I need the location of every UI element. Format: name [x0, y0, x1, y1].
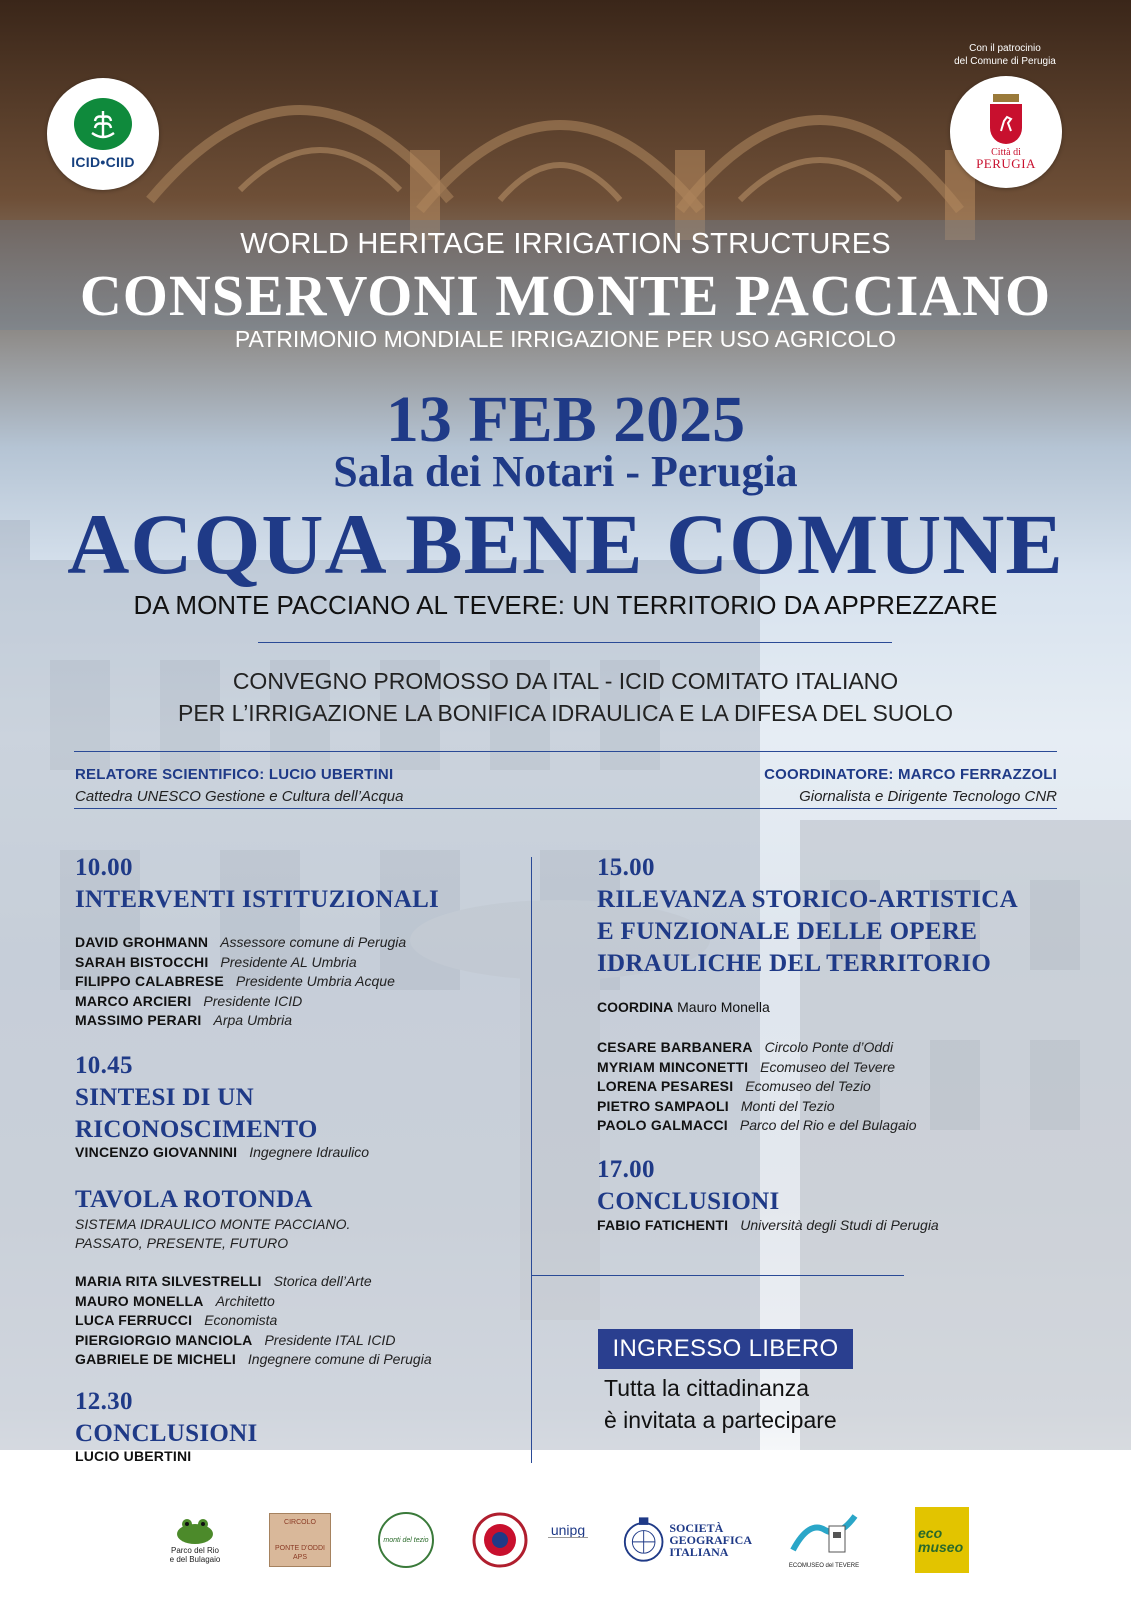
speaker-name: LUCIO UBERTINI	[75, 1448, 192, 1464]
sponsor-university-seal-logo	[470, 1505, 530, 1575]
speaker-row	[75, 953, 406, 973]
wheat-icon	[74, 98, 132, 150]
session-title: CONCLUSIONI	[597, 1188, 780, 1215]
session-title-line1: RILEVANZA STORICO-ARTISTICA	[597, 886, 1019, 913]
heritage-heading: WORLD HERITAGE IRRIGATION STRUCTURES	[240, 228, 891, 260]
sponsor-ecotezio-line1: eco	[918, 1525, 943, 1541]
perugia-logo	[950, 76, 1062, 188]
invitation-text	[604, 1372, 837, 1436]
session-title-line2: RICONOSCIMENTO	[75, 1116, 318, 1143]
speaker-row	[75, 1143, 369, 1163]
sponsor-monti-tezio-logo	[376, 1505, 436, 1575]
promoter-line2: PER L’IRRIGAZIONE LA BONIFICA IDRAULICA E LA DIFESA DEL SUOLO	[177, 700, 953, 726]
speaker-row	[75, 1011, 406, 1031]
speaker-name: PIETRO SAMPAOLI	[597, 1097, 729, 1114]
session-description-line1: SISTEMA IDRAULICO MONTE PACCIANO.	[75, 1216, 351, 1232]
subtitle: PATRIMONIO MONDIALE IRRIGAZIONE PER USO AGRICOLO	[234, 326, 897, 352]
speaker-row	[597, 1216, 939, 1236]
session-title-line1: SINTESI DI UN	[75, 1084, 254, 1111]
speaker-list	[75, 1272, 432, 1370]
speaker-name: MASSIMO PERARI	[75, 1012, 202, 1028]
coordinatore-block	[764, 766, 1057, 805]
speaker-name: MYRIAM MINCONETTI	[597, 1058, 749, 1075]
promoter-line1: CONVEGNO PROMOSSO DA ITAL - ICID COMITATO ITALIANO	[232, 668, 899, 694]
speaker-name: SARAH BISTOCCHI	[75, 953, 209, 970]
perugia-logo-line2: PERUGIA	[976, 155, 1036, 171]
sponsor-unipg-logo	[540, 1505, 596, 1575]
speaker-role: Università degli Studi di Perugia	[740, 1217, 939, 1233]
icid-logo-text: ICID•CIID	[71, 154, 135, 170]
speaker-role: Arpa Umbria	[213, 1012, 293, 1028]
speaker-role: Circolo Ponte d’Oddi	[764, 1039, 894, 1055]
session-time: 15.00	[597, 854, 655, 881]
speaker-list	[597, 1216, 939, 1236]
sponsor-sgi-line2: GEOGRAFICA	[669, 1533, 752, 1547]
speaker-role: Ecomuseo del Tezio	[745, 1078, 871, 1094]
sponsor-sgi-line3: ITALIANA	[669, 1545, 729, 1559]
relatore-title: RELATORE SCIENTIFICO: LUCIO UBERTINI	[75, 766, 394, 783]
speaker-role: Presidente AL Umbria	[220, 953, 357, 970]
sponsor-circolo-line1: CIRCOLO	[284, 1519, 316, 1526]
invitation-line1: Tutta la cittadinanza	[604, 1375, 809, 1401]
speaker-name: FILIPPO CALABRESE	[75, 973, 224, 989]
main-title: CONSERVONI MONTE PACCIANO	[79, 263, 1052, 328]
speaker-row	[75, 992, 406, 1012]
speaker-name: DAVID GROHMANN	[75, 934, 209, 950]
griffin-shield-icon	[990, 104, 1022, 144]
sponsor-ecotevere-text: ECOMUSEO del TEVERE	[788, 1562, 860, 1569]
speaker-role: Presidente ITAL ICID	[264, 1331, 396, 1348]
speaker-row	[597, 1077, 917, 1097]
coordinatore-desc: Giornalista e Dirigente Tecnologo CNR	[799, 788, 1057, 805]
session-title-line3: IDRAULICHE DEL TERRITORIO	[597, 950, 992, 977]
sponsor-rio-line2: e del Bulagaio	[169, 1555, 221, 1564]
sponsor-monti-text: monti del tezio	[383, 1536, 429, 1544]
coordina-label: COORDINA	[597, 999, 674, 1015]
speaker-row	[75, 933, 406, 953]
divider	[532, 1275, 904, 1276]
coordinatore-title: COORDINATORE: MARCO FERRAZZOLI	[764, 766, 1057, 783]
speaker-row	[75, 1331, 432, 1351]
university-seal-icon	[472, 1512, 528, 1568]
sponsor-sgi-line1: SOCIETÀ	[669, 1521, 724, 1535]
event-theme: ACQUA BENE COMUNE	[67, 496, 1064, 592]
column-divider	[531, 857, 532, 1463]
sponsor-circolo-logo	[268, 1505, 332, 1575]
speaker-role: Ingegnere comune di Perugia	[247, 1351, 432, 1367]
divider	[74, 808, 1057, 809]
free-entry-badge: INGRESSO LIBERO	[598, 1329, 853, 1369]
patronage-note	[920, 42, 1090, 68]
speaker-row	[597, 1116, 917, 1136]
speaker-role: Ingegnere Idraulico	[249, 1144, 370, 1160]
relatore-desc: Cattedra UNESCO Gestione e Cultura dell’Acqua	[75, 788, 404, 805]
speaker-row	[75, 972, 406, 992]
session-time: 12.30	[75, 1388, 133, 1415]
sponsor-sgi-text	[669, 1522, 752, 1558]
speaker-role: Presidente ICID	[203, 992, 303, 1009]
speaker-role: Monti del Tezio	[740, 1097, 835, 1114]
sponsor-ecomuseo-tezio-logo	[914, 1505, 970, 1575]
speaker-row	[597, 1058, 917, 1078]
speaker-role: Economista	[204, 1312, 278, 1328]
speaker-name: MARCO ARCIERI	[75, 992, 192, 1009]
speaker-name: MAURO MONELLA	[75, 1292, 204, 1309]
speaker-role: Architetto	[215, 1292, 275, 1309]
session-title: INTERVENTI ISTITUZIONALI	[75, 886, 440, 913]
event-tagline: DA MONTE PACCIANO AL TEVERE: UN TERRITORIO DA APPREZZARE	[133, 590, 998, 620]
divider	[74, 751, 1057, 752]
perugia-logo-text	[976, 147, 1036, 171]
session-time: 10.45	[75, 1052, 133, 1079]
ecomuseo-tezio-icon	[915, 1507, 969, 1573]
speaker-row	[597, 1038, 917, 1058]
sponsor-circolo-line2: PONTE D'ODDI APS	[275, 1545, 325, 1561]
speaker-name: VINCENZO GIOVANNINI	[75, 1144, 238, 1160]
speaker-name: PAOLO GALMACCI	[597, 1117, 728, 1133]
sponsor-unipg-text: unipg	[550, 1521, 586, 1538]
speaker-role: Assessore comune di Perugia	[220, 934, 407, 950]
divider	[258, 642, 892, 643]
speaker-role: Presidente Umbria Acque	[235, 973, 395, 989]
speaker-name: LUCA FERRUCCI	[75, 1312, 193, 1328]
session-time: 17.00	[597, 1156, 655, 1183]
perugia-logo-line1: Città di	[991, 146, 1021, 158]
frog-icon	[173, 1516, 217, 1546]
session-title: TAVOLA ROTONDA	[75, 1186, 313, 1213]
crown-icon	[993, 94, 1019, 102]
event-date: 13 FEB 2025	[385, 383, 746, 456]
speaker-name: PIERGIORGIO MANCIOLA	[75, 1331, 253, 1348]
sponsor-rio-line1: Parco del Rio	[170, 1546, 220, 1555]
speaker-name: MARIA RITA SILVESTRELLI	[75, 1273, 262, 1289]
speaker-name: LORENA PESARESI	[597, 1078, 734, 1094]
speaker-role: Storica dell’Arte	[273, 1273, 372, 1289]
sponsor-parco-rio-logo	[160, 1505, 230, 1575]
speaker-name: GABRIELE DE MICHELI	[75, 1351, 236, 1367]
event-venue: Sala dei Notari - Perugia	[333, 447, 798, 496]
speaker-role: Parco del Rio e del Bulagaio	[739, 1117, 917, 1133]
invitation-line2: è invitata a partecipare	[604, 1407, 837, 1433]
session-description-line2: PASSATO, PRESENTE, FUTURO	[75, 1235, 289, 1251]
speaker-name: FABIO FATICHENTI	[597, 1217, 729, 1233]
session-title-line2: E FUNZIONALE DELLE OPERE	[597, 918, 978, 945]
patronage-line1: Con il patrocinio	[969, 43, 1041, 54]
globe-seal-icon	[622, 1512, 665, 1568]
sponsor-sgi-logo	[622, 1505, 752, 1575]
patronage-line2: del Comune di Perugia	[954, 56, 1056, 67]
speaker-list	[597, 1038, 917, 1136]
sponsor-ecomuseo-tevere-logo	[788, 1505, 860, 1575]
session-title: CONCLUSIONI	[75, 1420, 258, 1447]
speaker-row	[75, 1311, 432, 1331]
speaker-list	[75, 933, 406, 1031]
speaker-name: CESARE BARBANERA	[597, 1039, 753, 1055]
coordina-name: Mauro Monella	[677, 999, 770, 1015]
ecomuseo-tevere-icon	[789, 1510, 859, 1562]
speaker-row	[75, 1350, 432, 1370]
speaker-role: Ecomuseo del Tevere	[760, 1058, 896, 1075]
speaker-list	[75, 1447, 191, 1467]
speaker-row	[597, 1097, 917, 1117]
speaker-row	[75, 1292, 432, 1312]
session-time: 10.00	[75, 854, 133, 881]
speaker-row	[75, 1272, 432, 1292]
monti-tezio-icon	[378, 1512, 434, 1568]
coordinator-line	[597, 998, 770, 1018]
sponsor-ecotezio-line2: museo	[918, 1539, 964, 1555]
speaker-list	[75, 1143, 369, 1163]
relatore-block	[75, 766, 404, 805]
circolo-map-icon	[269, 1513, 331, 1567]
unipg-department-icon	[548, 1537, 588, 1555]
icid-logo	[47, 78, 159, 190]
